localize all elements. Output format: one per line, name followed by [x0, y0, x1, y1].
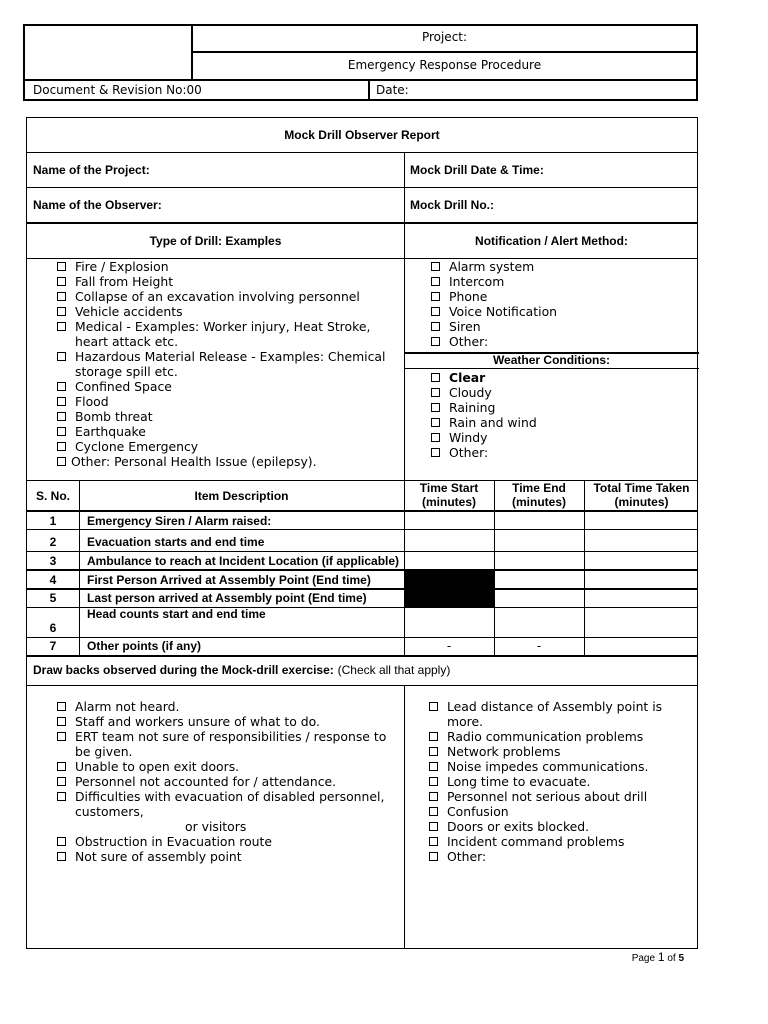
drawback-item[interactable]: Confusion — [425, 804, 697, 819]
drawback-item[interactable]: Network problems — [425, 744, 697, 759]
total-time-header: Total Time Taken (minutes) — [593, 481, 690, 509]
drill-type-item[interactable]: Earthquake — [53, 424, 403, 439]
drawback-item[interactable]: Staff and workers unsure of what to do. — [53, 714, 401, 729]
procedure-title: Emergency Response Procedure — [347, 58, 542, 72]
notification-item[interactable]: Intercom — [427, 274, 697, 289]
checkbox-icon[interactable] — [57, 427, 66, 436]
drill-type-list — [53, 259, 403, 469]
checkbox-icon[interactable] — [57, 322, 66, 331]
checkbox-icon[interactable] — [431, 418, 440, 427]
checkbox-icon[interactable] — [57, 277, 66, 286]
notification-item[interactable]: Alarm system — [427, 259, 697, 274]
total-pages: 5 — [678, 953, 684, 964]
checkbox-icon[interactable] — [57, 397, 66, 406]
drill-type-header: Type of Drill: Examples — [149, 234, 282, 248]
checkbox-icon[interactable] — [57, 852, 66, 861]
row-description: Other points (if any) — [87, 639, 201, 653]
checkbox-icon[interactable] — [57, 442, 66, 451]
checkbox-icon[interactable] — [431, 433, 440, 442]
mock-drill-report — [26, 117, 698, 949]
observer-name-label: Name of the Observer: — [33, 198, 162, 212]
weather-list — [427, 370, 697, 460]
drill-type-item[interactable]: Fall from Height — [53, 274, 403, 289]
weather-item[interactable]: Raining — [427, 400, 697, 415]
checkbox-icon[interactable] — [431, 337, 440, 346]
document-header — [23, 24, 698, 101]
logo-cell — [23, 24, 193, 81]
checkbox-icon[interactable] — [431, 292, 440, 301]
checkbox-icon[interactable] — [429, 762, 438, 771]
drill-type-item[interactable]: Hazardous Material Release - Examples: Chemical storage spill etc. — [53, 349, 403, 379]
checkbox-icon[interactable] — [431, 277, 440, 286]
drawback-item[interactable]: Obstruction in Evacuation route — [53, 834, 401, 849]
drawback-item[interactable]: Incident command problems — [425, 834, 697, 849]
drill-date-time-label: Mock Drill Date & Time: — [410, 163, 544, 177]
drawbacks-title: Draw backs observed during the Mock-drill exercise: (Check all that apply) — [33, 663, 451, 677]
drill-type-item[interactable]: Cyclone Emergency — [53, 439, 403, 454]
checkbox-icon[interactable] — [431, 448, 440, 457]
checkbox-icon[interactable] — [57, 732, 66, 741]
row-number: 7 — [49, 639, 57, 653]
procedure-cell — [191, 51, 698, 81]
checkbox-icon[interactable] — [57, 292, 66, 301]
notification-list — [427, 259, 697, 349]
notification-item[interactable]: Phone — [427, 289, 697, 304]
checkbox-icon[interactable] — [429, 747, 438, 756]
page-footer — [632, 950, 684, 964]
checkbox-icon[interactable] — [57, 777, 66, 786]
item-header: Item Description — [194, 489, 289, 503]
date-label: Date: — [376, 83, 409, 97]
checkbox-icon[interactable] — [431, 322, 440, 331]
drawback-item[interactable]: Alarm not heard. — [53, 699, 401, 714]
drawback-item[interactable]: Personnel not accounted for / attendance. — [53, 774, 401, 789]
project-cell — [191, 24, 698, 53]
checkbox-icon[interactable] — [57, 717, 66, 726]
checkbox-icon[interactable] — [57, 307, 66, 316]
sno-header: S. No. — [35, 489, 70, 503]
drawback-item[interactable]: Other: — [425, 849, 697, 864]
checkbox-icon[interactable] — [431, 373, 440, 382]
drawback-item[interactable]: Radio communication problems — [425, 729, 697, 744]
drawback-item[interactable]: Personnel not serious about drill — [425, 789, 697, 804]
checkbox-icon[interactable] — [57, 457, 66, 466]
drill-type-item[interactable]: Bomb threat — [53, 409, 403, 424]
project-label: Project: — [421, 30, 468, 44]
checkbox-icon[interactable] — [57, 412, 66, 421]
drawback-item[interactable]: Difficulties with evacuation of disabled personnel, customers, or visitors — [53, 789, 401, 834]
of-word: of — [667, 953, 676, 964]
drill-type-item[interactable]: Flood — [53, 394, 403, 409]
checkbox-icon[interactable] — [429, 807, 438, 816]
project-name-label: Name of the Project: — [33, 163, 150, 177]
checkbox-icon[interactable] — [429, 822, 438, 831]
drill-type-item[interactable]: Other: Personal Health Issue (epilepsy). — [53, 454, 403, 469]
checkbox-icon[interactable] — [429, 732, 438, 741]
drill-type-item[interactable]: Fire / Explosion — [53, 259, 403, 274]
row-number: 1 — [49, 514, 57, 528]
time-start-header: Time Start (minutes) — [419, 481, 479, 509]
row-number: 2 — [49, 535, 57, 549]
doc-revision: Document & Revision No:00 — [33, 83, 202, 97]
drill-type-item[interactable]: Medical - Examples: Worker injury, Heat Stroke, heart attack etc. — [53, 319, 403, 349]
row-description: Head counts start and end time — [87, 607, 266, 621]
drawback-item[interactable]: Lead distance of Assembly point is more. — [425, 699, 697, 729]
checkbox-icon[interactable] — [431, 403, 440, 412]
row-description: Evacuation starts and end time — [87, 535, 265, 549]
drill-no-label: Mock Drill No.: — [410, 198, 495, 212]
row-time-start: - — [446, 639, 452, 653]
weather-item[interactable]: Cloudy — [427, 385, 697, 400]
checkbox-icon[interactable] — [431, 307, 440, 316]
checkbox-icon[interactable] — [431, 262, 440, 271]
drawback-item[interactable]: Not sure of assembly point — [53, 849, 401, 864]
row-description: Last person arrived at Assembly point (End time) — [87, 591, 367, 605]
row-description: First Person Arrived at Assembly Point (End time) — [87, 573, 371, 587]
checkbox-icon[interactable] — [57, 352, 66, 361]
checkbox-icon[interactable] — [429, 702, 438, 711]
notification-item[interactable]: Voice Notification — [427, 304, 697, 319]
weather-item[interactable]: Other: — [427, 445, 697, 460]
weather-item[interactable]: Rain and wind — [427, 415, 697, 430]
row-number: 5 — [49, 591, 57, 605]
row-number: 6 — [49, 621, 57, 635]
checkbox-icon[interactable] — [57, 702, 66, 711]
weather-header: Weather Conditions: — [492, 353, 611, 367]
checkbox-icon[interactable] — [429, 777, 438, 786]
notification-header: Notification / Alert Method: — [475, 234, 628, 248]
checkbox-icon[interactable] — [57, 762, 66, 771]
row-number: 3 — [49, 554, 57, 568]
page-word: Page — [631, 953, 656, 964]
weather-item[interactable]: Clear — [427, 370, 697, 385]
checkbox-icon[interactable] — [57, 792, 66, 801]
row-time-end: - — [536, 639, 542, 653]
checkbox-icon[interactable] — [429, 792, 438, 801]
drawback-item[interactable]: ERT team not sure of responsibilities / response to be given. — [53, 729, 401, 759]
drill-type-item[interactable]: Collapse of an excavation involving personnel — [53, 289, 403, 304]
checkbox-icon[interactable] — [57, 382, 66, 391]
row-description: Ambulance to reach at Incident Location (if applicable) — [87, 554, 400, 568]
checkbox-icon[interactable] — [431, 388, 440, 397]
notification-item[interactable]: Siren — [427, 319, 697, 334]
row-number: 4 — [49, 573, 57, 587]
doc-revision-cell — [23, 79, 370, 101]
drill-type-item[interactable]: Vehicle accidents — [53, 304, 403, 319]
drawback-item[interactable]: Noise impedes communications. — [425, 759, 697, 774]
drawback-item[interactable]: Unable to open exit doors. — [53, 759, 401, 774]
page-number: 1 — [657, 950, 665, 964]
checkbox-icon[interactable] — [57, 262, 66, 271]
date-cell — [368, 79, 698, 101]
row-description: Emergency Siren / Alarm raised: — [87, 514, 272, 528]
drawback-item[interactable]: Long time to evacuate. — [425, 774, 697, 789]
time-end-header: Time End (minutes) — [512, 481, 566, 509]
drawbacks-left-list — [53, 699, 401, 864]
drawbacks-right-list — [425, 699, 697, 864]
weather-item[interactable]: Windy — [427, 430, 697, 445]
report-title: Mock Drill Observer Report — [284, 128, 440, 142]
checkbox-icon[interactable] — [429, 852, 438, 861]
drill-type-item[interactable]: Confined Space — [53, 379, 403, 394]
checkbox-icon[interactable] — [57, 837, 66, 846]
checkbox-icon[interactable] — [429, 837, 438, 846]
drawback-item[interactable]: Doors or exits blocked. — [425, 819, 697, 834]
notification-item[interactable]: Other: — [427, 334, 697, 349]
